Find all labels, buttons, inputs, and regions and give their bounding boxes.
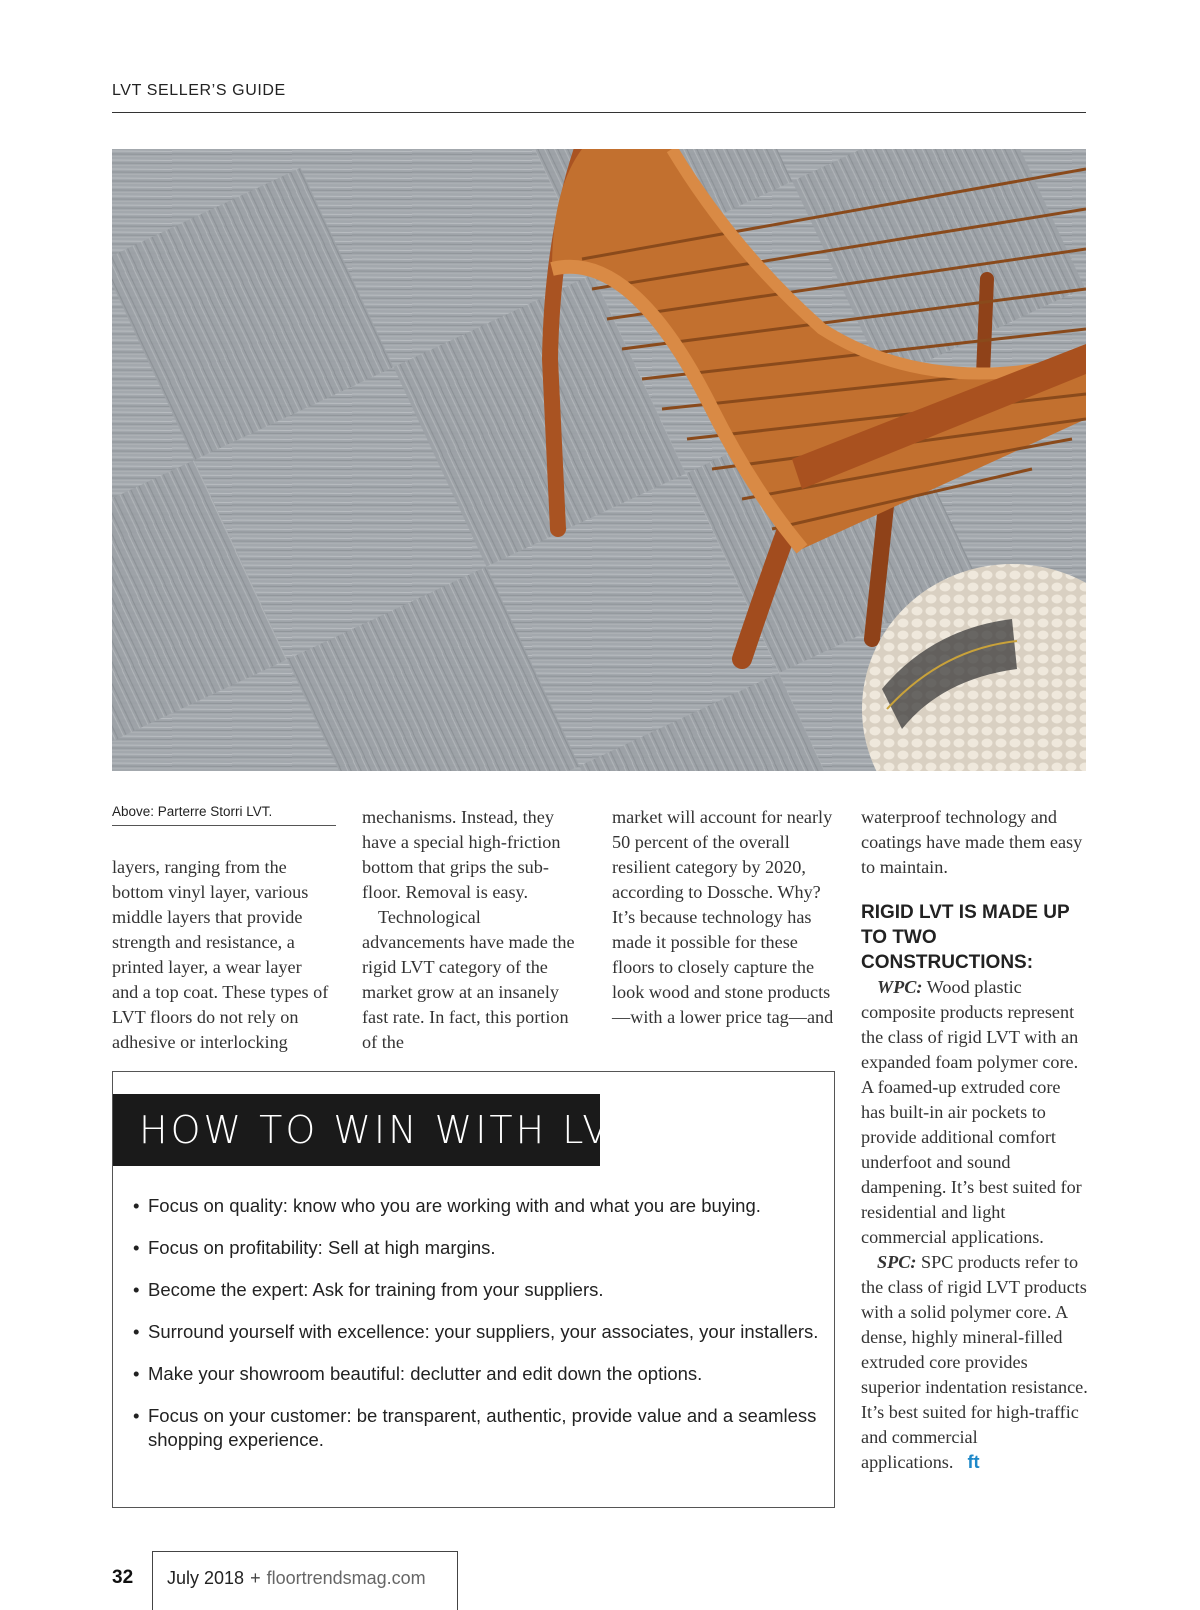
tip-item: • Focus on your customer: be transparent, authentic, provide value and a seamless shopping experience. [133, 1404, 823, 1452]
hero-photo [112, 149, 1086, 771]
tip-item: • Make your showroom beautiful: declutter and edit down the options. [133, 1362, 823, 1386]
end-mark-logo: ft [967, 1452, 980, 1472]
body-column-3 [612, 805, 840, 1030]
tip-item: • Focus on profitability: Sell at high margins. [133, 1236, 823, 1260]
tip-item: • Surround yourself with excellence: your suppliers, your associates, your installers. [133, 1320, 823, 1344]
wpc-lead: WPC: [877, 977, 923, 997]
body-column-2 [362, 805, 584, 1055]
site-link[interactable]: floortrendsmag.com [266, 1568, 426, 1588]
page-number: 32 [112, 1567, 134, 1588]
body-paragraph: mechanisms. Instead, they have a special high-friction bottom that grips the sub-floor. Removal is easy. [362, 807, 561, 902]
tips-list [133, 1194, 823, 1452]
body-paragraph: layers, ranging from the bottom vinyl layer, various middle layers that provide strength and resistance, a printed layer, a wear layer and a top coat. These types of LVT floors do not rely on adhesive or interlocking [112, 857, 329, 1052]
section-label: LVT SELLER’S GUIDE [112, 82, 286, 99]
spc-text: SPC products refer to the class of rigid LVT products with a solid polymer core. A dense, highly mineral-filled extruded core provides superior indentation resistance. It’s best suited for high-traffic and commercial applications. [861, 1252, 1088, 1472]
section-subhead: RIGID LVT IS MADE UP TO TWO CONSTRUCTIONS: [861, 902, 1070, 973]
sidebar-title: HOW TO WIN WITH LVT [113, 1094, 600, 1166]
tip-item: • Focus on quality: know who you are working with and what you are buying. [133, 1194, 823, 1218]
spc-lead: SPC: [877, 1252, 917, 1272]
tips-sidebar [112, 1071, 835, 1508]
body-column-1 [112, 855, 330, 1055]
photo-caption: Above: Parterre Storri LVT. [112, 804, 273, 819]
body-paragraph: market will account for nearly 50 percent of the overall resilient category by 2020, according to Dossche. Why? It’s because technology has made it possible for these floors to closely capture the look wood and stone products—with a lower price tag—and [612, 807, 834, 1027]
body-column-4 [861, 805, 1089, 1475]
footer-issue-box [152, 1551, 458, 1610]
tip-item: • Become the expert: Ask for training from your suppliers. [133, 1278, 823, 1302]
spc-paragraph [861, 1250, 1089, 1475]
body-paragraph: Technological advancements have made the rigid LVT category of the market grow at an insanely fast rate. In fact, this portion of the [362, 907, 575, 1052]
body-paragraph: waterproof technology and coatings have made them easy to maintain. [861, 807, 1083, 877]
issue-date: July 2018 [167, 1568, 245, 1588]
wpc-text: Wood plastic composite products represent the class of rigid LVT with an expanded foam polymer core. A foamed-up extruded core has built-in air pockets to provide additional comfort underfoot and sound dampening. It’s best suited for residential and light commercial applications. [861, 977, 1082, 1247]
caption-divider [112, 825, 336, 826]
wpc-paragraph [861, 975, 1089, 1250]
header-divider [112, 112, 1086, 113]
footer-separator: + [250, 1568, 261, 1588]
issue-line [167, 1568, 426, 1589]
